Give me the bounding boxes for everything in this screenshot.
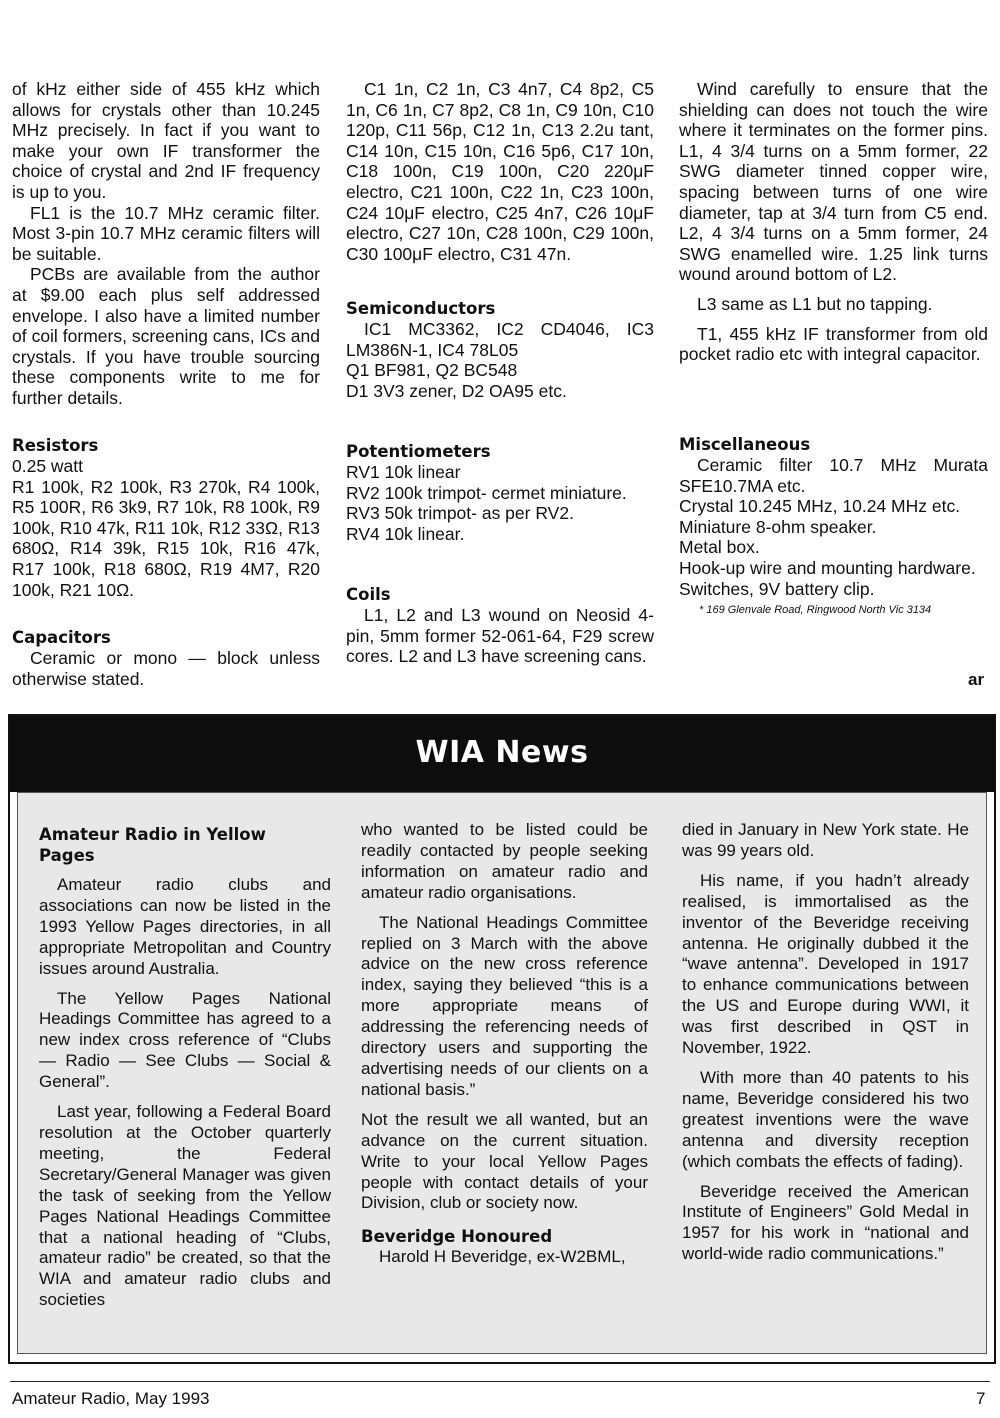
pot-item: RV1 10k linear <box>346 462 461 482</box>
article-column-2 <box>346 79 654 264</box>
news-paragraph: who wanted to be listed could be readily contacted by people seeking information on amateur radio and amateur radio organisations. <box>361 820 648 902</box>
body-paragraph: FL1 is the 10.7 MHz ceramic filter. Most 3-pin 10.7 MHz ceramic filters will be suitable. <box>12 202 320 264</box>
yellow-pages-heading: Amateur Radio in Yellow Pages <box>39 825 266 865</box>
news-column-2 <box>361 820 648 1268</box>
semiconductors-section <box>346 298 654 401</box>
body-paragraph: T1, 455 kHz IF transformer from old pocket radio etc with integral capacitor. <box>679 323 988 365</box>
capacitors-text: Ceramic or mono — block unless otherwise stated. <box>12 648 320 689</box>
pot-item: RV3 50k trimpot- as per RV2. <box>346 503 574 524</box>
beveridge-heading: Beveridge Honoured <box>361 1227 553 1247</box>
news-paragraph: The Yellow Pages National Headings Committee has agreed to a new index cross reference of “Clubs — Radio — See Clubs — Social & General”. <box>39 988 331 1092</box>
wia-news-header <box>10 716 994 792</box>
body-paragraph: PCBs are available from the author at $9.00 each plus self addressed envelope. I also have a limited number of coil formers, screening cans, ICs and crystals. If you have trouble sourcing these components write to me for further details. <box>12 264 320 408</box>
news-column-1 <box>39 824 331 1311</box>
coils-heading: Coils <box>346 585 391 604</box>
wia-news-body <box>17 792 987 1354</box>
wia-news-box <box>8 714 996 1364</box>
misc-item: Miniature 8-ohm speaker. <box>679 516 877 537</box>
potentiometers-section <box>346 441 654 544</box>
potentiometers-heading: Potentiometers <box>346 442 491 461</box>
misc-item: Switches, 9V battery clip. <box>679 578 875 599</box>
news-paragraph: Amateur radio clubs and associations can now be listed in the 1993 Yellow Pages directories, in all appropriate Metropolitan and Country issues around Australia. <box>39 875 331 978</box>
footer-publication: Amateur Radio, May 1993 <box>12 1389 210 1408</box>
news-paragraph: Beveridge received the American Institute of Engineers” Gold Medal in 1957 for his work in “national and world-wide radio communications.” <box>682 1181 969 1264</box>
miscellaneous-heading: Miscellaneous <box>679 435 811 454</box>
misc-item: Metal box. <box>679 537 760 558</box>
author-address: * 169 Glenvale Road, Ringwood North Vic 3134 <box>699 604 932 617</box>
news-paragraph: Not the result we all wanted, but an advance on the current situation. Write to your local Yellow Pages people with contact details of your Division, club or society now. <box>361 1109 648 1213</box>
semiconductors-heading: Semiconductors <box>346 299 496 318</box>
pot-item: RV4 10k linear. <box>346 523 465 544</box>
body-paragraph: L3 same as L1 but no tapping. <box>697 293 933 314</box>
news-paragraph: With more than 40 patents to his name, Beveridge considered his two greatest inventions were the wave antenna and diversity reception (which combats the effects of fading). <box>682 1067 969 1171</box>
misc-item: Crystal 10.245 MHz, 10.24 MHz etc. <box>679 496 961 517</box>
resistors-list: R1 100k, R2 100k, R3 270k, R4 100k, R5 100R, R6 3k9, R7 10k, R8 100k, R9 100k, R10 47k, R11 10k, R12 33Ω, R13 680Ω, R14 39k, R15 10k, R16 47k, R17 100k, R18 680Ω, R19 4M7, R20 100k, R21 10Ω. <box>12 476 320 600</box>
resistors-rating: 0.25 watt <box>12 456 84 476</box>
news-column-3 <box>682 820 969 1265</box>
news-paragraph: His name, if you hadn’t already realised, is immortalised as the inventor of the Beveridge receiving antenna. He originally dubbed it the “wave antenna”. Developed in 1917 to enhance communications between the US and Europe during WWI, it was first described in QST in November, 1922. <box>682 870 969 1058</box>
capacitors-section <box>12 627 320 689</box>
capacitor-list: C1 1n, C2 1n, C3 4n7, C4 8p2, C5 1n, C6 1n, C7 8p2, C8 1n, C9 10n, C10 120p, C11 56p, C12 1n, C13 2.2u tant, C14 10n, C15 10n, C16 5p6, C17 10n, C18 100n, C19 100n, C20 220μF electro, C21 100n, C22 1n, C23 100n, C24 10μF electro, C25 4n7, C26 10μF electro, C27 10n, C28 100n, C29 100n, C30 100μF electro, C31 47n. <box>346 79 654 264</box>
news-paragraph: Last year, following a Federal Board resolution at the October quarterly meeting, the Federal Secretary/General Manager was given the task of seeking from the Yellow Pages National Headings Committee that a national heading of “Clubs, amateur radio” be created, so that the WIA and amateur radio clubs and societies <box>39 1102 331 1310</box>
body-paragraph: of kHz either side of 455 kHz which allows for crystals other than 10.245 MHz precisely. In fact if you want to make your own IF transformer the choice of crystal and 2nd IF frequency is up to you. <box>12 79 320 202</box>
capacitors-heading: Capacitors <box>12 628 111 647</box>
news-paragraph: died in January in New York state. He was 99 years old. <box>682 820 969 860</box>
pot-item: RV2 100k trimpot- cermet miniature. <box>346 482 627 503</box>
semiconductors-diodes: D1 3V3 zener, D2 OA95 etc. <box>346 380 567 401</box>
news-paragraph: Harold H Beveridge, ex-W2BML, <box>379 1247 626 1267</box>
article-end-mark: ar <box>968 670 985 689</box>
body-paragraph: Wind carefully to ensure that the shielding can does not touch the wire where it terminates on the former pins. L1, 4 3/4 turns on a 5mm former, 22 SWG diameter tinned copper wire, spacing between turns of one wire diameter, tap at 3/4 turn from C5 end. L2, 4 3/4 turns on a 5mm former, 24 SWG enamelled wire. 1.25 link turns wound around bottom of L2. <box>679 79 988 285</box>
coils-text: L1, L2 and L3 wound on Neosid 4-pin, 5mm former 52-061-64, F29 screw cores. L2 and L3 have screening cans. <box>346 605 654 667</box>
coils-section <box>346 584 654 667</box>
resistors-section <box>12 435 320 600</box>
wia-news-title: WIA News <box>415 735 589 770</box>
resistors-heading: Resistors <box>12 436 99 455</box>
news-paragraph: The National Headings Committee replied on 3 March with the above advice on the new cross reference index, saying they believed “this is a more appropriate means of addressing the referencing needs of directory users and supporting the advertising needs of our clients on a national basis.” <box>361 912 648 1099</box>
article-column-1 <box>12 79 320 409</box>
semiconductors-ics: IC1 MC3362, IC2 CD4046, IC3 LM386N-1, IC4 78L05 <box>346 319 654 360</box>
semiconductors-transistors: Q1 BF981, Q2 BC548 <box>346 360 518 381</box>
misc-item: Hook-up wire and mounting hardware. <box>679 557 976 578</box>
miscellaneous-section <box>679 434 988 617</box>
page-number: 7 <box>976 1389 986 1408</box>
article-column-3 <box>679 79 988 365</box>
footer-rule <box>10 1381 990 1382</box>
misc-item: Ceramic filter 10.7 MHz Murata SFE10.7MA etc. <box>679 455 988 496</box>
